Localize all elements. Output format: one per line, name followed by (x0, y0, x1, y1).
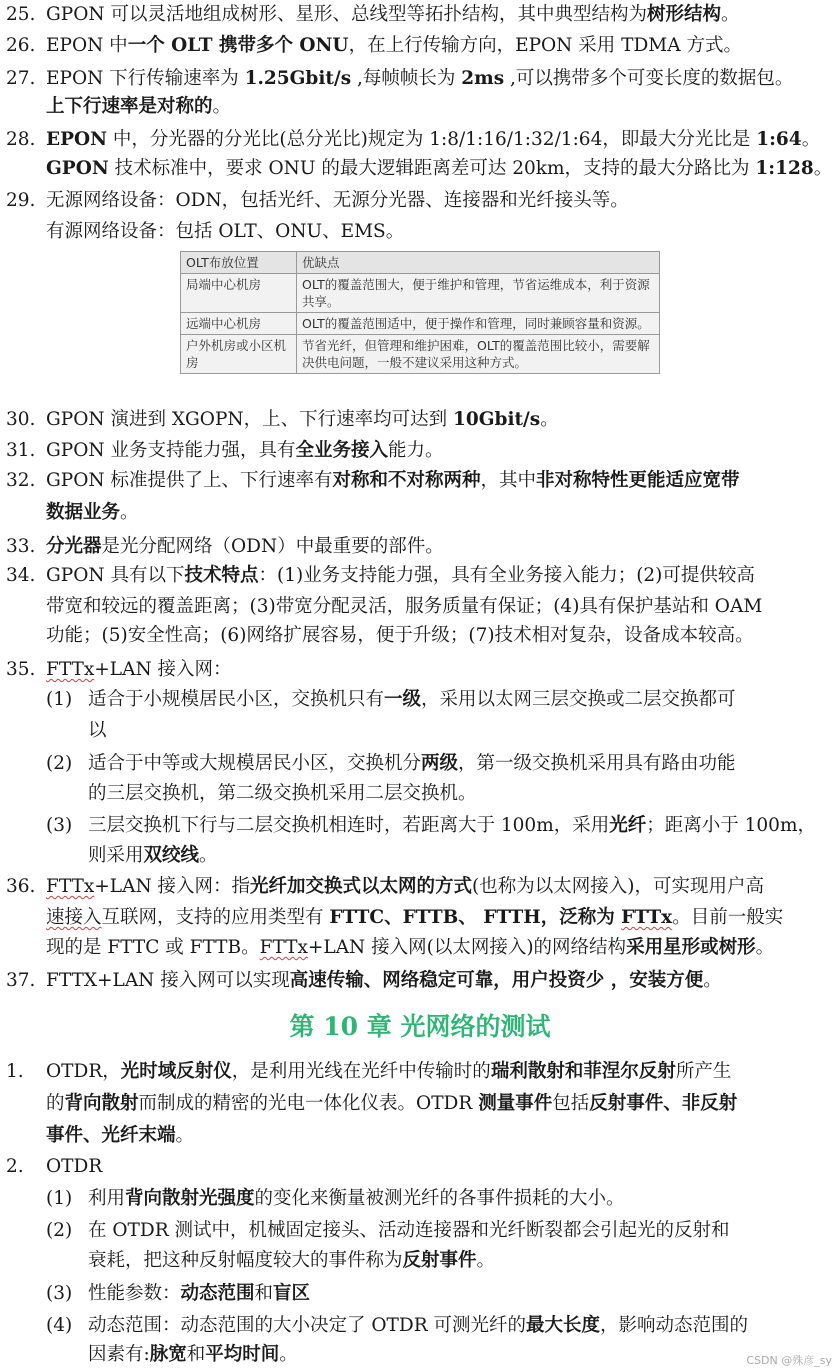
item-text: GPON 演进到 XGOPN，上、下行速率均可达到 10Gbit/s。 (46, 409, 559, 430)
item-number: (4) (46, 1315, 73, 1336)
item-text: 动态范围：动态范围的大小决定了 OTDR 可测光纤的最大长度，影响动态范围的 (88, 1315, 749, 1336)
table-row (181, 313, 660, 335)
item-text: 上下行速率是对称的。 (46, 96, 232, 117)
text-line (0, 92, 840, 122)
item-text: GPON 技术标准中，要求 ONU 的最大逻辑距离差可达 20km，支持的最大分路比为 1:128。 (46, 158, 833, 179)
item-number: 35. (6, 659, 36, 680)
text-line (0, 1184, 840, 1214)
item-text: 适合于中等或大规模居民小区，交换机分两级，第一级交换机采用具有路由功能 (88, 753, 736, 774)
text-line (0, 466, 840, 496)
item-number: 29. (6, 190, 36, 211)
text-line (0, 0, 840, 30)
item-text: EPON 中一个 OLT 携带多个 ONU，在上行传输方向，EPON 采用 TDMA 方式。 (46, 35, 742, 56)
item-text: 分光器是光分配网络（ODN）中最重要的部件。 (46, 536, 444, 557)
table-cell: 远端中心机房 (181, 313, 297, 335)
item-text: GPON 可以灵活地组成树形、星形、总线型等拓扑结构，其中典型结构为树形结构。 (46, 4, 740, 25)
item-text: 在 OTDR 测试中，机械固定接头、活动连接器和光纤断裂都会引起光的反射和 (88, 1220, 730, 1241)
text-line (0, 1152, 840, 1182)
text-line (0, 841, 840, 871)
table-cell: OLT的覆盖范围大，便于维护和管理，节省运维成本，利于资源共享。 (297, 274, 660, 313)
text-line (0, 1057, 840, 1087)
text-line (0, 31, 840, 61)
item-number: (3) (46, 815, 73, 836)
item-number: (1) (46, 1188, 73, 1209)
item-number: (2) (46, 1220, 73, 1241)
text-line (0, 655, 840, 685)
item-number: 33. (6, 536, 36, 557)
chapter-title: 第 10 章 光网络的测试 (289, 1012, 551, 1041)
item-text: 事件、光纤末端。 (46, 1125, 195, 1146)
item-text: 三层交换机下行与二层交换机相连时，若距离大于 100m，采用光纤；距离小于 100m， (88, 815, 817, 836)
text-line (0, 933, 840, 963)
item-number: 1. (6, 1061, 24, 1082)
text-line (0, 1089, 840, 1119)
item-text: FTTx+LAN 接入网：指光纤加交换式以太网的方式(也称为以太网接入)，可实现用户高 (46, 876, 764, 897)
item-number: (1) (46, 689, 73, 710)
text-line (0, 405, 840, 435)
item-number: 27. (6, 68, 36, 89)
text-line (0, 217, 840, 247)
text-line (0, 561, 840, 591)
text-line (0, 436, 840, 466)
item-text: GPON 业务支持能力强，具有全业务接入能力。 (46, 440, 444, 461)
item-text: 的背向散射而制成的精密的光电一体化仪表。OTDR 测量事件包括反射事件、非反射 (46, 1093, 738, 1114)
item-number: (3) (46, 1283, 73, 1304)
text-line (0, 154, 840, 184)
item-number: 26. (6, 35, 36, 56)
table-row (181, 274, 660, 313)
text-line (0, 1311, 840, 1341)
item-number: 34. (6, 565, 36, 586)
text-line (0, 779, 840, 809)
item-text: FTTx+LAN 接入网： (46, 659, 232, 680)
watermark: CSDN @殊彦_sy (746, 1354, 832, 1367)
item-text: 以 (88, 720, 107, 741)
item-text: 带宽和较远的覆盖距离；(3)带宽分配灵活，服务质量有保证；(4)具有保护基站和 OAM (46, 596, 763, 617)
item-number: (2) (46, 753, 73, 774)
table-header-row (181, 252, 660, 274)
item-number: 2. (6, 1156, 24, 1177)
table-header: OLT布放位置 (181, 252, 297, 274)
table-cell: 局端中心机房 (181, 274, 297, 313)
item-text: 因素有:脉宽和平均时间。 (88, 1344, 298, 1365)
item-number: 25. (6, 4, 36, 25)
item-number: 28. (6, 129, 36, 150)
text-line (0, 872, 840, 902)
text-line (0, 592, 840, 622)
text-line (0, 811, 840, 841)
item-text: 功能；(5)安全性高；(6)网络扩展容易，便于升级；(7)技术相对复杂，设备成本较高。 (46, 625, 754, 646)
text-line (0, 125, 840, 155)
text-line (0, 1246, 840, 1276)
table-cell: OLT的覆盖范围适中，便于操作和管理，同时兼顾容量和资源。 (297, 313, 660, 335)
item-number: 32. (6, 470, 36, 491)
text-line (0, 1279, 840, 1309)
text-line (0, 186, 840, 216)
table-header: 优缺点 (297, 252, 660, 274)
table-cell: 节省光纤，但管理和维护困难，OLT的覆盖范围比较小，需要解决供电问题，一般不建议采用这种方式。 (297, 335, 660, 374)
text-line (0, 532, 840, 562)
item-text: 现的是 FTTC 或 FTTB。FTTx+LAN 接入网(以太网接入)的网络结构采用星形或树形。 (46, 937, 775, 958)
text-line (0, 1216, 840, 1246)
item-text: 性能参数：动态范围和盲区 (88, 1283, 311, 1304)
text-line (0, 749, 840, 779)
item-text: 利用背向散射光强度的变化来衡量被测光纤的各事件损耗的大小。 (88, 1188, 625, 1209)
text-line (0, 621, 840, 651)
text-line (0, 685, 840, 715)
item-text: 适合于小规模居民小区，交换机只有一级，采用以太网三层交换或二层交换都可 (88, 689, 736, 710)
text-line (0, 1121, 840, 1151)
text-line (0, 1340, 840, 1370)
item-text: GPON 具有以下技术特点：(1)业务支持能力强，具有全业务接入能力；(2)可提供较高 (46, 565, 755, 586)
olt-placement-table (180, 251, 660, 374)
table-cell: 户外机房或小区机房 (181, 335, 297, 374)
item-number: 36. (6, 876, 36, 897)
item-text: GPON 标准提供了上、下行速率有对称和不对称两种，其中非对称特性更能适应宽带 (46, 470, 740, 491)
text-line (0, 966, 840, 996)
table-row (181, 335, 660, 374)
item-text: 的三层交换机，第二级交换机采用二层交换机。 (88, 783, 477, 804)
item-number: 37. (6, 970, 36, 991)
item-text: 速接入互联网，支持的应用类型有 FTTC、FTTB、 FTTH，泛称为 FTTx。目前一般实 (46, 907, 784, 928)
item-text: EPON 中，分光器的分光比(总分光比)规定为 1:8/1:16/1:32/1:64，即最大分光比是 1:64。 (46, 129, 821, 150)
item-text: OTDR (46, 1156, 103, 1177)
item-number: 30. (6, 409, 36, 430)
text-line (0, 903, 840, 933)
text-line (0, 716, 840, 746)
item-text: EPON 下行传输速率为 1.25Gbit/s ,每帧帧长为 2ms ,可以携带多个可变长度的数据包。 (46, 68, 794, 89)
item-text: 数据业务。 (46, 502, 139, 523)
item-text: 无源网络设备：ODN，包括光纤、无源分光器、连接器和光纤接头等。 (46, 190, 629, 211)
text-line (0, 498, 840, 528)
item-text: OTDR，光时域反射仪，是利用光线在光纤中传输时的瑞利散射和菲涅尔反射所产生 (46, 1061, 732, 1082)
item-text: 有源网络设备：包括 OLT、ONU、EMS。 (46, 221, 405, 242)
item-text: 衰耗，把这种反射幅度较大的事件称为反射事件。 (88, 1250, 496, 1271)
item-text: FTTX+LAN 接入网可以实现高速传输、网络稳定可靠，用户投资少 ，安装方便。 (46, 970, 722, 991)
item-text: 则采用双绞线。 (88, 845, 218, 866)
item-number: 31. (6, 440, 36, 461)
text-line (0, 64, 840, 94)
